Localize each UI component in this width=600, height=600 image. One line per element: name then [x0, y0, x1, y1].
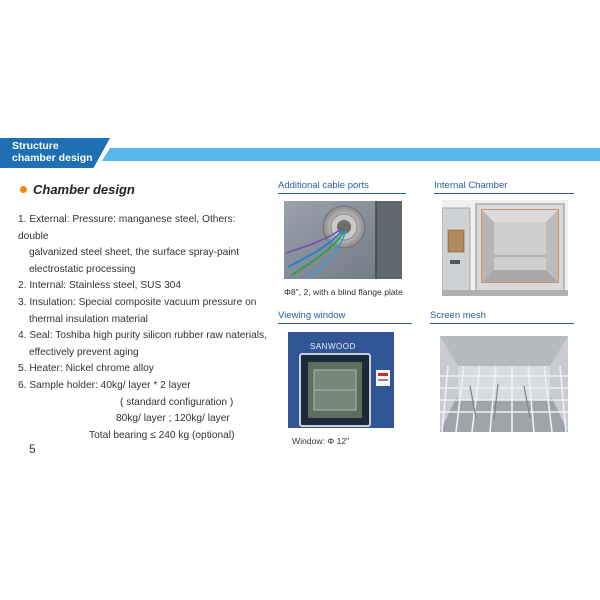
section-header-band	[0, 138, 600, 168]
page-number: 5	[29, 442, 36, 456]
bullet-dot-icon	[20, 186, 27, 193]
section-title-line1: Structure	[12, 140, 59, 152]
internal-chamber-label: Internal Chamber	[434, 180, 574, 194]
cable-port-image	[284, 201, 402, 279]
spec-line: 4. Seal: Toshiba high purity silicon rubber raw naterials,	[18, 330, 267, 342]
spec-line: galvanized steel sheet, the surface spray-paint	[29, 247, 240, 259]
heading-text: Chamber design	[33, 182, 135, 197]
spec-line: 5. Heater: Nickel chrome alloy	[18, 363, 154, 375]
internal-chamber-image	[442, 200, 568, 296]
spec-line: ( standard configuration )	[120, 396, 234, 408]
cable-ports-label: Additional cable ports	[278, 180, 406, 194]
viewing-window-label: Viewing window	[278, 310, 412, 324]
spec-line: Total bearing ≤ 240 kg (optional)	[89, 429, 235, 441]
screen-mesh-image	[440, 336, 568, 432]
section-title-line2: chamber design	[12, 152, 93, 164]
viewing-window-photo	[288, 332, 394, 428]
spec-line: thermal insulation material	[29, 313, 148, 325]
spec-line: electrostatic processing	[29, 263, 136, 275]
spec-line: effectively prevent aging	[29, 346, 139, 358]
cable-ports-caption: Φ8", 2, with a blind flange plate	[284, 287, 403, 297]
spec-line: 1. External: Pressure: manganese steel, Others: double	[18, 214, 236, 242]
spec-line: 3. Insulation: Special composite vacuum pressure on	[18, 296, 257, 308]
viewing-window-caption: Window: Φ 12"	[292, 436, 350, 446]
spec-line: 6. Sample holder: 40kg/ layer * 2 layer	[18, 379, 191, 391]
spec-line: 2. Internal: Stainless steel, SUS 304	[18, 280, 182, 292]
header-light-stripe	[102, 148, 600, 161]
internal-chamber-photo	[442, 200, 568, 296]
screen-mesh-photo	[440, 336, 568, 432]
chamber-design-heading	[20, 182, 135, 197]
section-title	[12, 140, 93, 164]
brand-logo-text: SANWOOD	[310, 342, 356, 351]
spec-list	[18, 212, 268, 444]
screen-mesh-label: Screen mesh	[430, 310, 574, 324]
spec-line: 80kg/ layer ; 120kg/ layer	[116, 413, 230, 425]
cable-ports-photo	[284, 201, 402, 279]
